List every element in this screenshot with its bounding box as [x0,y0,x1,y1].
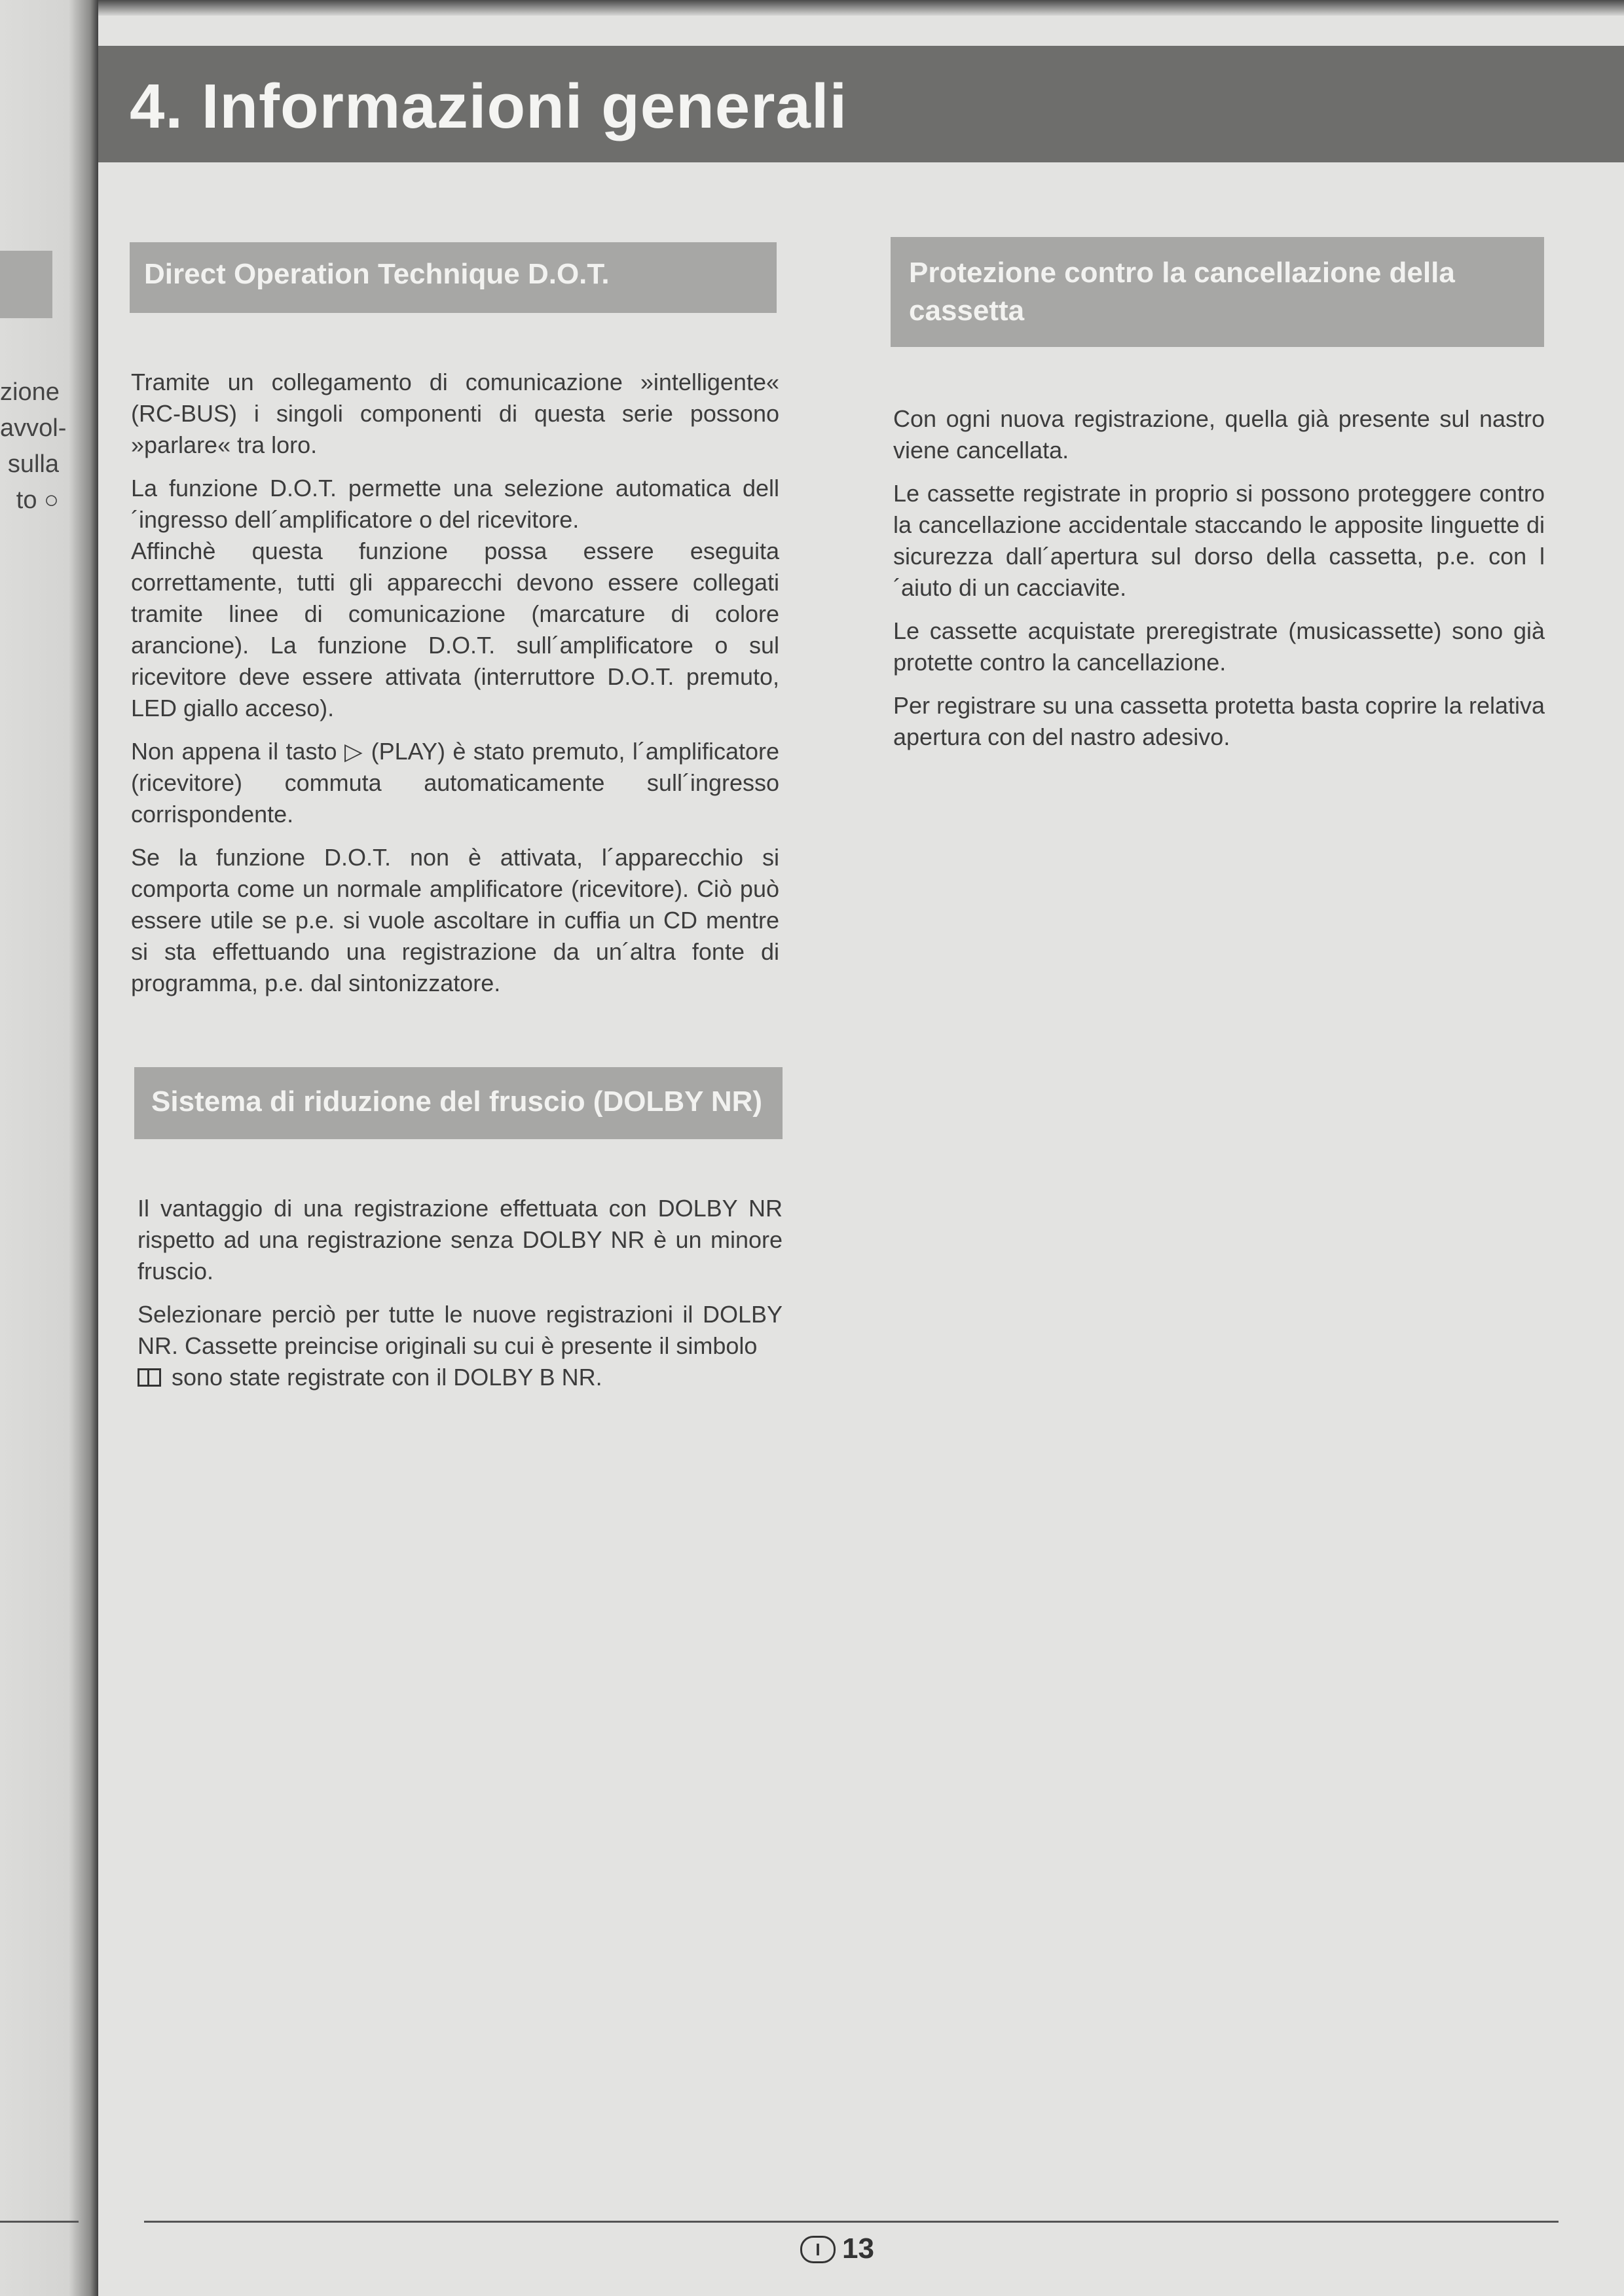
paragraph: Non appena il tasto ▷ (PLAY) è stato premuto, l´amplificatore (ricevitore) commuta automaticamente sull´ingresso corrispondente. [131,738,779,828]
previous-page-line: avvol- [0,414,67,442]
paragraph: La funzione D.O.T. permette una selezione automatica dell´ingresso dell´amplificatore o del ricevitore. [131,475,779,533]
previous-page-text [0,374,67,519]
paragraph: Il vantaggio di una registrazione effettuata con DOLBY NR rispetto ad una registrazione senza DOLBY NR è un minore fruscio. [138,1195,783,1285]
section-heading-dot [130,242,777,313]
dolby-logo-icon [138,1368,161,1387]
previous-page-line: sulla [7,450,59,478]
section-title-dolby: Sistema di riduzione del fruscio (DOLBY NR) [151,1085,763,1118]
section-heading-dolby [134,1067,783,1139]
paragraph-text: Selezionare perciò per tutte le nuove registrazioni il DOLBY NR. Cassette preincise originali su cui è presente il simbolo [138,1301,783,1359]
previous-page-line: to ○ [16,486,59,514]
previous-page-edge [0,0,98,2296]
paragraph: Le cassette registrate in proprio si possono proteggere contro la cancellazione accidentale staccando le apposite linguette di sicurezza dall´apertura sul dorso della cassetta, p.e. con l´aiuto di un cacciavite. [893,480,1545,601]
section-body-protection [893,403,1545,765]
paragraph [138,1299,783,1393]
section-title-dot: Direct Operation Technique D.O.T. [144,258,610,290]
footer-rule [144,2221,1559,2223]
paragraph: Con ogni nuova registrazione, quella già presente sul nastro viene cancellata. [893,405,1545,464]
paragraph: Per registrare su una cassetta protetta basta coprire la relativa apertura con del nastro adesivo. [893,692,1545,750]
previous-page-tab [0,251,52,318]
paragraph: Tramite un collegamento di comunicazione »intelligente« (RC-BUS) i singoli componenti di questa serie possono »parlare« tra loro. [131,369,779,458]
language-badge-icon: I [800,2236,836,2263]
previous-page-line: zione [0,378,60,406]
page-top-shadow [98,0,1624,16]
paragraph: Affinchè questa funzione possa essere eseguita correttamente, tutti gli apparecchi devono essere collegati tramite linee di comunicazione (marcature di colore arancione). La funzione D.O.T. sull´amplificatore o sul ricevitore deve essere attivata (interruttore D.O.T. premuto, LED giallo acceso). [131,538,779,721]
page-number [800,2232,874,2265]
paragraph-text: sono state registrate con il DOLBY B NR. [172,1364,602,1391]
previous-page-rule [0,2221,79,2223]
section-body-dolby [138,1193,783,1393]
chapter-title: 4. Informazioni generali [130,71,848,141]
section-body-dot [131,367,779,1011]
page-number-value: 13 [842,2232,874,2265]
paragraph: Le cassette acquistate preregistrate (musicassette) sono già protette contro la cancellazione. [893,617,1545,676]
paragraph: Se la funzione D.O.T. non è attivata, l´apparecchio si comporta come un normale amplificatore (ricevitore). Ciò può essere utile se p.e. si vuole ascoltare in cuffia un CD mentre si sta effettuando una registrazione da un´altra fonte di programma, p.e. dal sintonizzatore. [131,844,779,996]
section-title-protection: Protezione contro la cancellazione della cassetta [909,257,1455,327]
section-heading-protection [891,237,1544,347]
